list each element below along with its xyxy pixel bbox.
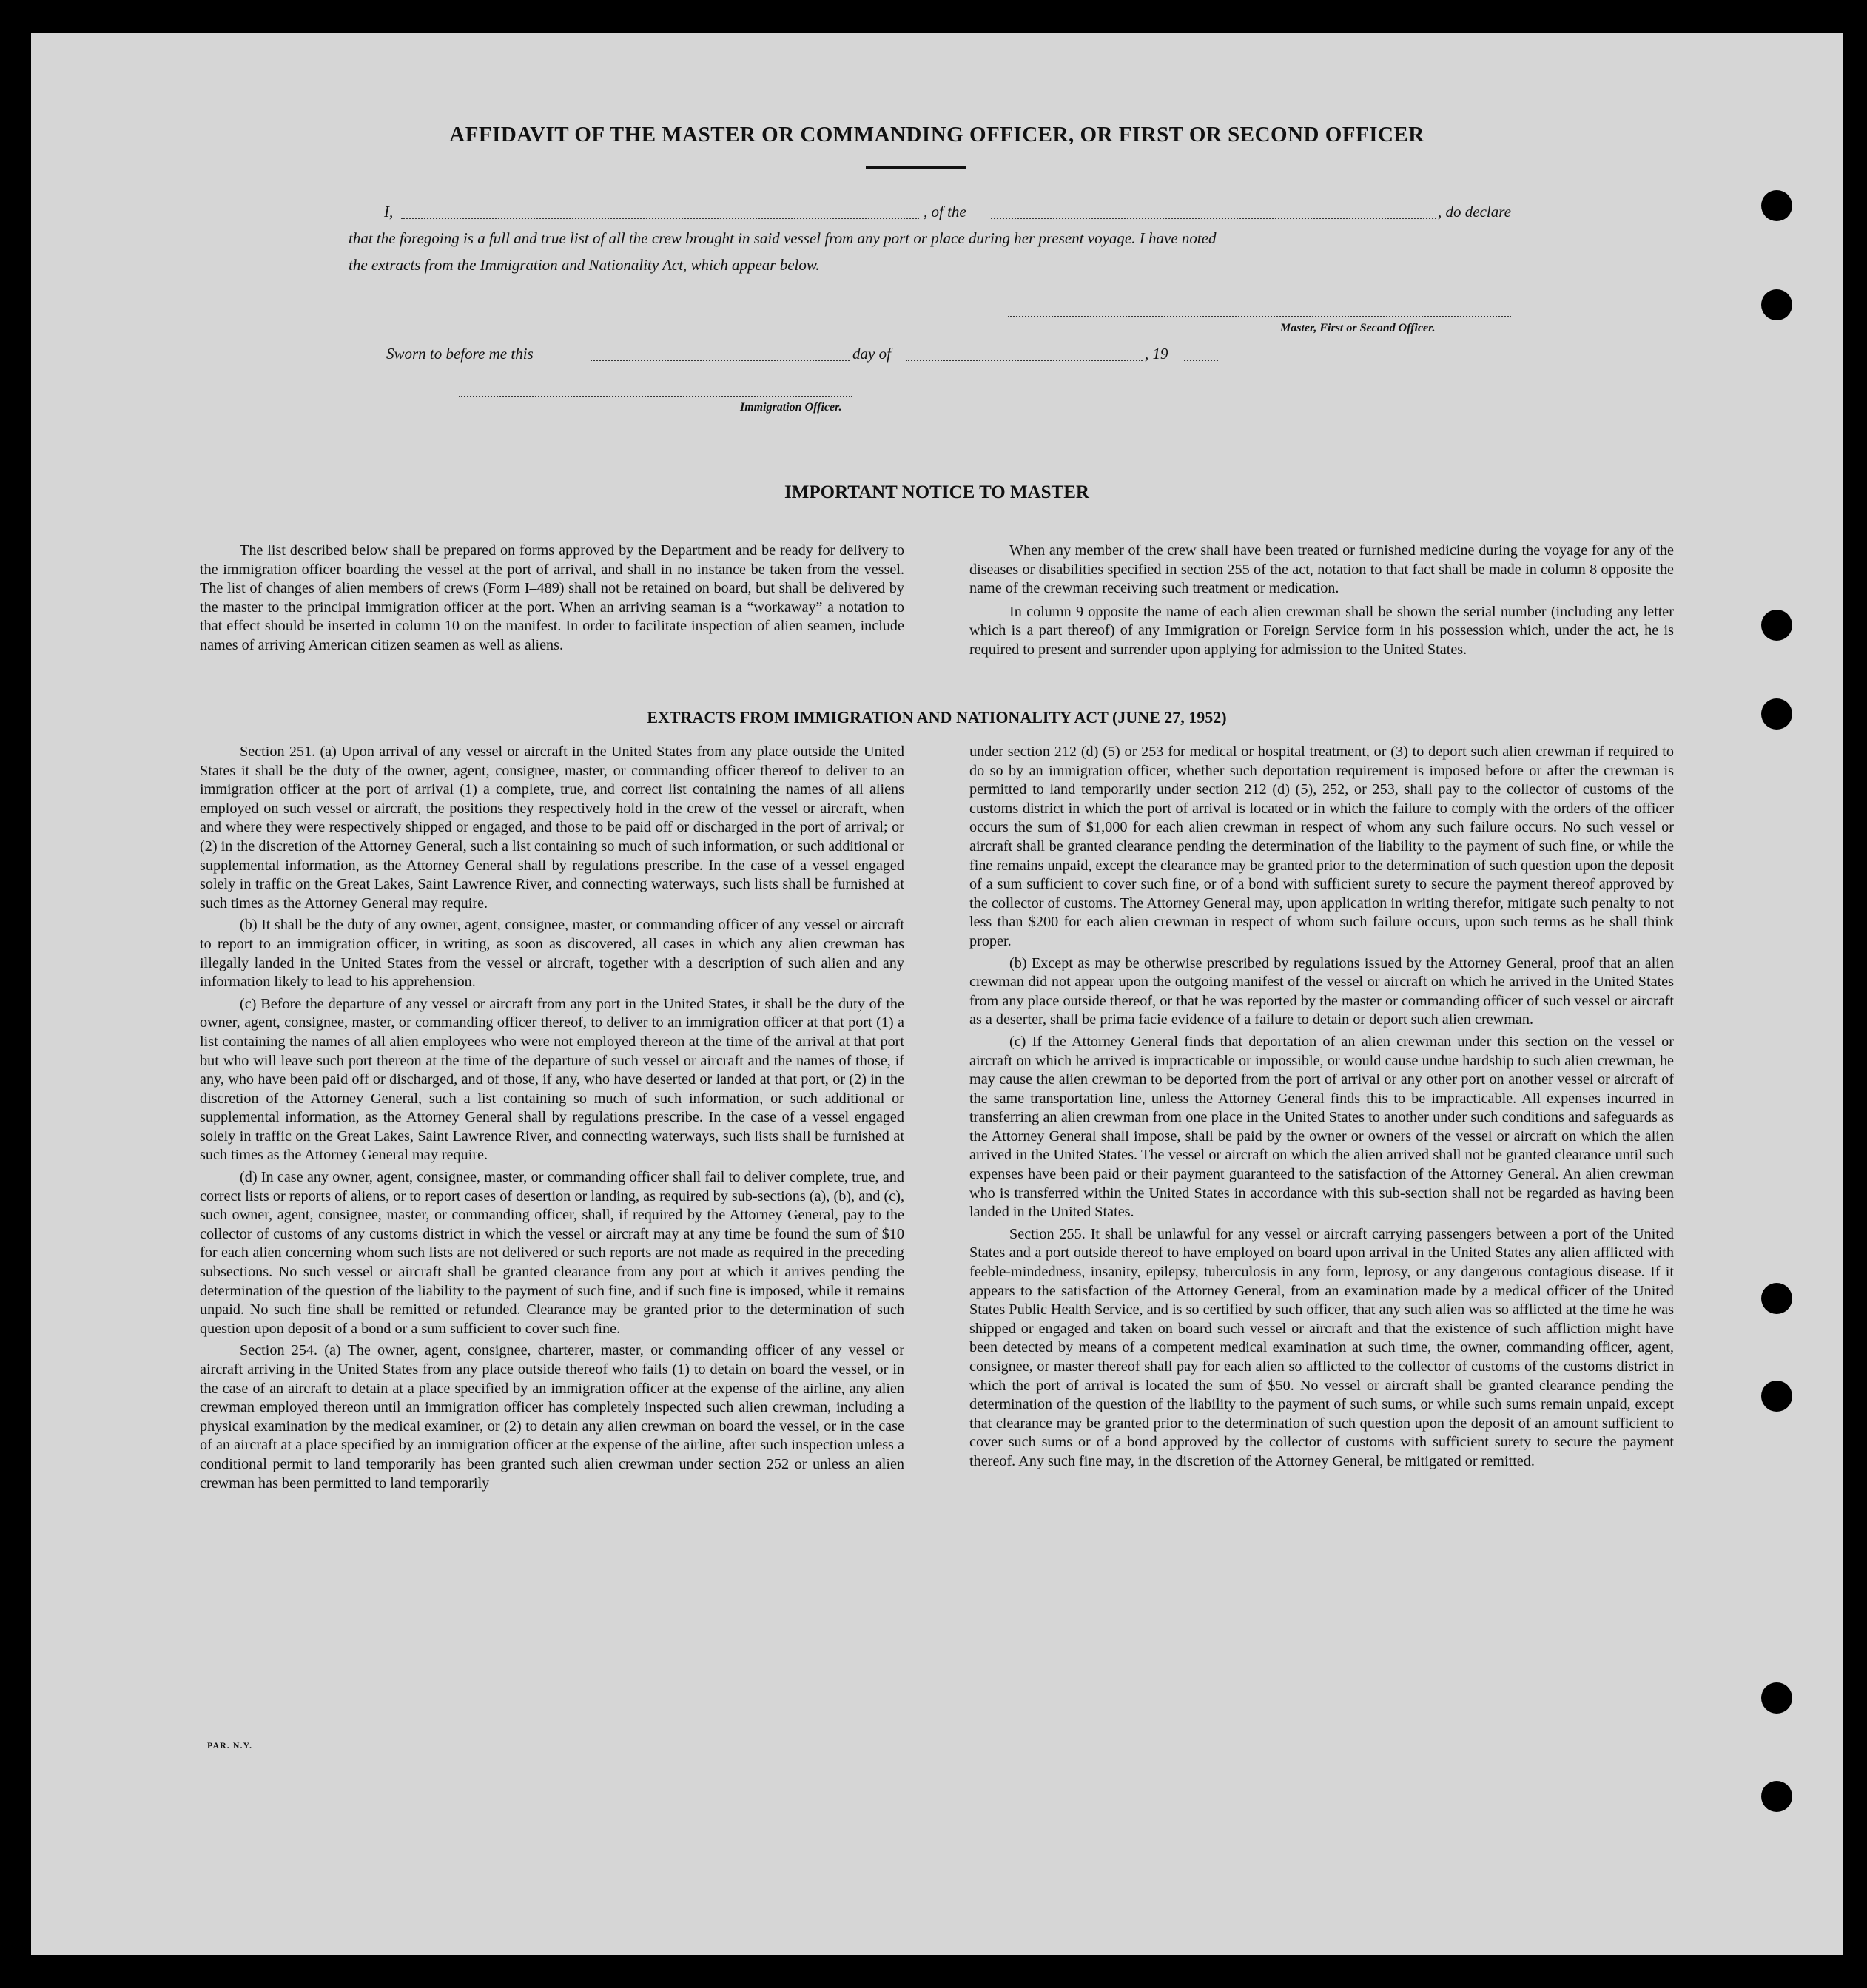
section-254-a-continued: under section 212 (d) (5) or 253 for medical or hospital treatment, or (3) to deport such alien crewman if required to do so by an immigration officer, whether such deportation requirement is imposed before or after the crewman is permitted to land temporarily under section 212 (d) (5), 252, or 253, shall pay to the collector of customs of the customs district in which the port of arrival is located or in which the failure to comply with the orders of the officer occurs the sum of $1,000 for each alien crewman in respect of whom any such failure occurs. No such vessel or aircraft shall be granted clearance pending the determination of the liability to the payment of such fine, or while the fine remains unpaid, except the clearance may be granted prior to the determination of such question upon the deposit of a sum sufficient to cover such fine, or of a bond with sufficient surety to secure the payment thereof approved by the collector of customs. The Attorney General may, upon application in writing therefor, mitigate such penalty to not less than $200 for each alien crewman in respect of whom such failure occurs, upon such terms as he shall think proper. [969,744,1674,949]
section-251-b: (b) It shall be the duty of any owner, agent, consignee, master, or commanding officer of any vessel or aircraft to report to an immigration officer, in writing, as soon as discovered, all cases in which any alien crewman has illegally landed in the United States from the vessel or aircraft, together with a description of such alien and any information likely to lead to his apprehension. [200,917,904,991]
binder-hole [1761,1682,1792,1714]
sworn-day-field[interactable] [591,360,850,361]
notice-right-column [969,542,1674,663]
affidavit-title: AFFIDAVIT OF THE MASTER OR COMMANDING OFFICER, OR FIRST OR SECOND OFFICER [449,123,1424,146]
master-signature-label: Master, First or Second Officer. [1280,322,1436,334]
binder-hole [1761,698,1792,730]
name-field[interactable] [401,218,919,219]
sworn-year-field[interactable] [1184,360,1218,361]
statement-line-1: that the foregoing is a full and true list of all the crew brought in said vessel from any port or place during her present voyage. I have noted [349,229,1217,247]
binder-hole [1761,610,1792,641]
extracts-title: EXTRACTS FROM IMMIGRATION AND NATIONALITY ACT (JUNE 27, 1952) [647,708,1227,727]
sworn-prefix-label: Sworn to before me this [386,345,534,363]
section-251-a: Section 251. (a) Upon arrival of any vessel or aircraft in the United States from any place outside the United States it shall be the duty of the owner, agent, consignee, master, or commanding officer thereof to deliver to an immigration officer at the port of arrival (1) a complete, true, and correct list containing the names of all aliens employed on such vessel or aircraft, the positions they respectively hold in the crew of the vessel or aircraft, when and where they were respectively shipped or engaged, and those to be paid off or discharged in the port of arrival; or (2) in the discretion of the Attorney General, such a list containing so much of such information, or such additional or supplemental information, as the Attorney General shall by regulations prescribe. In the case of a vessel engaged solely in traffic on the Great Lakes, Saint Lawrence River, and connecting waterways, such lists shall be furnished at such times as the Attorney General may require. [200,744,904,912]
notice-title: IMPORTANT NOTICE TO MASTER [784,482,1089,502]
section-254-b: (b) Except as may be otherwise prescribed by regulations issued by the Attorney General, proof that an alien crewman did not appear upon the outgoing manifest of the vessel or aircraft on which he arrived in the United States from any place outside thereof, or that he was reported by the master or commanding officer of such vessel or aircraft as a deserter, shall be prima facie evidence of a failure to detain or deport such alien crewman. [969,954,1674,1028]
master-signature-field[interactable] [1008,316,1511,317]
sworn-year-label: , 19 [1145,345,1168,363]
section-251-d: (d) In case any owner, agent, consignee, master, or commanding officer shall fail to deliver complete, true, and correct lists or reports of aliens, or to report cases of desertion or landing, as required by sub-sections (a), (b), and (c), such owner, agent, consignee, master, or commanding officer, shall, if required by the Attorney General, pay to the collector of customs of any customs district in which the vessel or aircraft may at any time be found the sum of $10 for each alien concerning whom such lists are not delivered or such reports are not made as required in the preceding subsections. No such vessel or aircraft shall be granted clearance from any port at which it arrives pending the determination of the question of the liability to the payment of such fine, and if such fine is imposed, while it remains unpaid. No such fine shall be remitted or refunded. Clearance may be granted prior to the determination of such question upon deposit of a bond or a sum sufficient to cover such fine. [200,1169,904,1337]
printer-mark: PAR. N.Y. [207,1740,253,1751]
document-page [31,33,1843,1955]
statement-line-2: the extracts from the Immigration and Nationality Act, which appear below. [349,256,820,274]
extracts-left-column [200,743,904,1496]
declare-do-declare-label: , do declare [1438,203,1511,220]
binder-hole [1761,1283,1792,1314]
notice-left-column [200,542,904,658]
declare-of-the-label: , of the [924,203,966,220]
immigration-officer-label: Immigration Officer. [740,401,842,414]
section-251-c: (c) Before the departure of any vessel or aircraft from any port in the United States, it shall be the duty of the owner, agent, consignee, master, or commanding officer thereof, to deliver to an immigration officer at that port (1) a list containing the names of all alien employees who were not employed thereon at the time of the arrival at that port but who will leave such port thereon at the time of the departure of such vessel or aircraft and the names of those, if any, who have been paid off or discharged, and of those, if any, who have deserted or landed at that port, or (2) in the discretion of the Attorney General, such a list containing so much of such information, or such additional or supplemental information, as the Attorney General shall by regulations prescribe. In the case of a vessel engaged solely in traffic on the Great Lakes, Saint Lawrence River, and connecting waterways, such lists shall be furnished at such times as the Attorney General may require. [200,995,904,1164]
extracts-right-column [969,743,1674,1475]
immigration-officer-signature-field[interactable] [459,396,852,397]
notice-right-paragraph-2: In column 9 opposite the name of each alien crewman shall be shown the serial number (including any letter which is a part thereof) of any Immigration or Foreign Service form in his possession which, under the act, he is required to present and surrender upon applying for admission to the United States. [969,603,1674,658]
title-underline [866,166,966,169]
section-255: Section 255. It shall be unlawful for any vessel or aircraft carrying passengers between a port of the United States and a port outside thereof to have employed on board upon arrival in the United States any alien afflicted with feeble-mindedness, insanity, epilepsy, tuberculosis in any form, leprosy, or any dangerous contagious disease. If it appears to the satisfaction of the Attorney General, from an examination made by a medical officer of the United States Public Health Service, and is so certified by such officer, that any such alien was so afflicted at the time he was shipped or engaged and taken on board such vessel or aircraft and that the existence of such affliction might have been detected by means of a competent medical examination at such time, the owner, commanding officer, agent, consignee, or master thereof shall pay for each alien so afflicted to the collector of customs of the customs district in which the port of arrival is located the sum of $50. No vessel or aircraft shall be granted clearance pending the determination of the question of the liability to the payment of such sums, or while such sums remain unpaid, except that clearance may be granted prior to the determination of such question upon the deposit of an amount sufficient to cover such sums or of a bond approved by the collector of customs with sufficient surety to secure the payment thereof. Any such fine may, in the discretion of the Attorney General, be mitigated or remitted. [969,1225,1674,1469]
binder-hole [1761,190,1792,221]
vessel-field[interactable] [991,218,1436,219]
notice-left-paragraph: The list described below shall be prepared on forms approved by the Department and be ready for delivery to the immigration officer boarding the vessel at the port of arrival, and shall in no instance be taken from the vessel. The list of changes of alien members of crews (Form I–489) shall not be retained on board, but shall be delivered by the master to the principal immigration officer at the port. When an arriving seaman is a “workaway” a notation to that effect should be inserted in column 10 on the manifest. In order to facilitate inspection of alien seamen, include names of arriving American citizen seamen as well as aliens. [200,542,904,653]
binder-hole [1761,289,1792,320]
binder-hole [1761,1781,1792,1812]
declare-i-label: I, [384,203,394,220]
notice-right-paragraph-1: When any member of the crew shall have been treated or furnished medicine during the voyage for any of the diseases or disabilities specified in section 255 of the act, notation to that fact shall be made in column 8 opposite the name of the crewman receiving such treatment or medication. [969,542,1674,597]
section-254-c: (c) If the Attorney General finds that deportation of an alien crewman under this section on the vessel or aircraft on which he arrived is impracticable or impossible, or would cause undue hardship to such alien crewman, he may cause the alien crewman to be deported from the port of arrival or any other port on another vessel or aircraft of the same transportation line, unless the Attorney General finds this to be impracticable. All expenses incurred in transferring an alien crewman from one place in the United States to another under such conditions and safeguards as the Attorney General shall impose, shall be paid by the owner or owners of the vessel or aircraft on which the alien arrived in the United States. The vessel or aircraft on which the alien arrived shall not be granted clearance until such expenses have been paid or their payment guaranteed to the satisfaction of the Attorney General. An alien crewman who is transferred within the United States in accordance with this sub-section shall not be regarded as having been landed in the United States. [969,1033,1674,1221]
sworn-month-field[interactable] [906,360,1143,361]
binder-hole [1761,1381,1792,1412]
section-254-a: Section 254. (a) The owner, agent, consignee, charterer, master, or commanding officer of any vessel or aircraft arriving in the United States from any place outside thereof who fails (1) to detain on board the vessel, or in the case of an aircraft to detain at a place specified by an immigration officer at the expense of the airline, any alien crewman employed thereon until an immigration officer has completely inspected such alien crewman, including a physical examination by the medical examiner, or (2) to detain any alien crewman on board the vessel, or in the case of an aircraft at a place specified by an immigration officer at the expense of the airline, after such inspection unless a conditional permit to land temporarily has been granted such alien crewman under section 252 or unless an alien crewman has been permitted to land temporarily [200,1342,904,1492]
sworn-day-of-label: day of [852,345,891,363]
